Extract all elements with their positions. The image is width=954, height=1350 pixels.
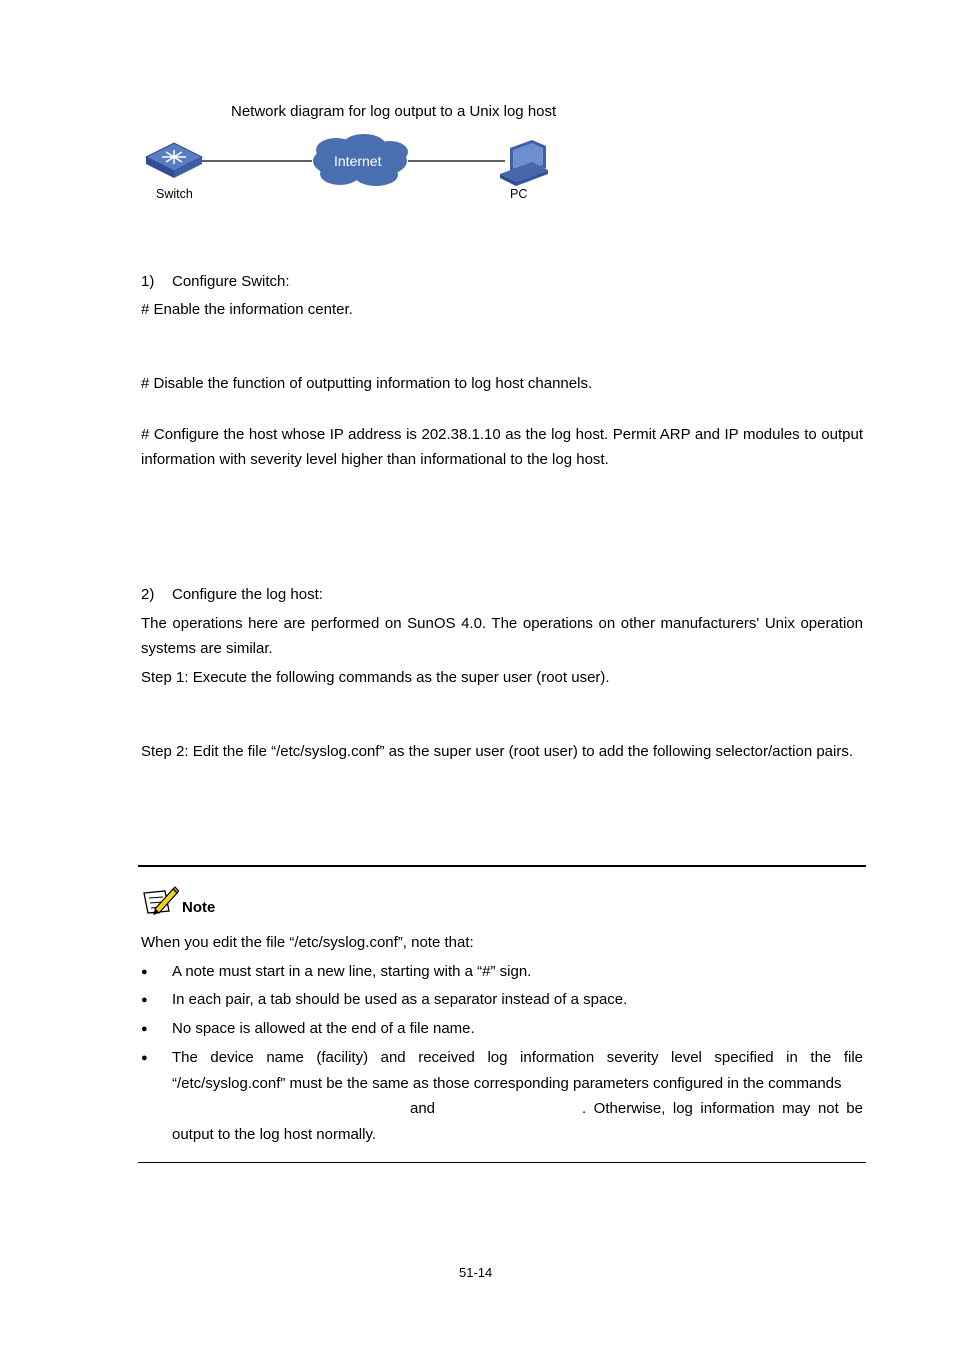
pc-icon: [500, 140, 548, 186]
bullet-4-and: and: [408, 1096, 437, 1122]
step1-exec-text: Step 1: Execute the following commands as the super user (root user).: [141, 669, 610, 686]
step2-heading: Configure the log host:: [172, 586, 323, 603]
sunos-paragraph: The operations here are performed on SunOS 4.0. The operations on other manufacturers' Unix operation systems are similar.: [141, 615, 863, 657]
disable-log-host-text: # Disable the function of outputting information to log host channels.: [141, 375, 593, 392]
bullet-4-part2: . Otherwise, log information may not be output to the log host normally.: [172, 1100, 863, 1143]
diagram-title: Network diagram for log output to a Unix log host: [231, 103, 557, 120]
page-number: 51-14: [459, 1265, 493, 1280]
configure-host-text: # Configure the host whose IP address is 202.38.1.10 as the log host. Permit ARP and IP modules to output information with severity level higher than informational to the log host.: [141, 426, 863, 468]
step1-heading: Configure Switch:: [172, 273, 290, 290]
note-bottom-rule: [138, 1162, 866, 1163]
pc-label: PC: [510, 187, 528, 201]
step2-number: 2): [141, 586, 155, 603]
step1-number: 1): [141, 273, 155, 290]
step2-edit-text: Step 2: Edit the file “/etc/syslog.conf” as the super user (root user) to add the following selector/action pairs.: [141, 743, 854, 760]
bullet-1-text: A note must start in a new line, starting with a “#” sign.: [172, 963, 532, 980]
note-label: Note: [182, 899, 216, 916]
bullet-2-dot: ●: [141, 994, 148, 1006]
bullet-3-dot: ●: [141, 1023, 148, 1035]
bullet-4-dot: ●: [141, 1052, 148, 1064]
bullet-4-part1: The device name (facility) and received log information severity level specified in the file “/etc/syslog.conf” must be the same as those corresponding parameters configured in the commands: [172, 1049, 863, 1092]
bullet-3-text: No space is allowed at the end of a file name.: [172, 1020, 475, 1037]
switch-icon: [146, 143, 202, 178]
bullet-2-text: In each pair, a tab should be used as a separator instead of a space.: [172, 991, 628, 1008]
cloud-label: Internet: [334, 153, 382, 169]
enable-info-center-text: # Enable the information center.: [141, 301, 353, 318]
bullet-1-dot: ●: [141, 966, 148, 978]
note-intro: When you edit the file “/etc/syslog.conf”, note that:: [141, 934, 474, 951]
note-top-rule: [138, 865, 866, 867]
switch-label: Switch: [156, 187, 193, 201]
note-pencil-icon: [141, 885, 179, 917]
